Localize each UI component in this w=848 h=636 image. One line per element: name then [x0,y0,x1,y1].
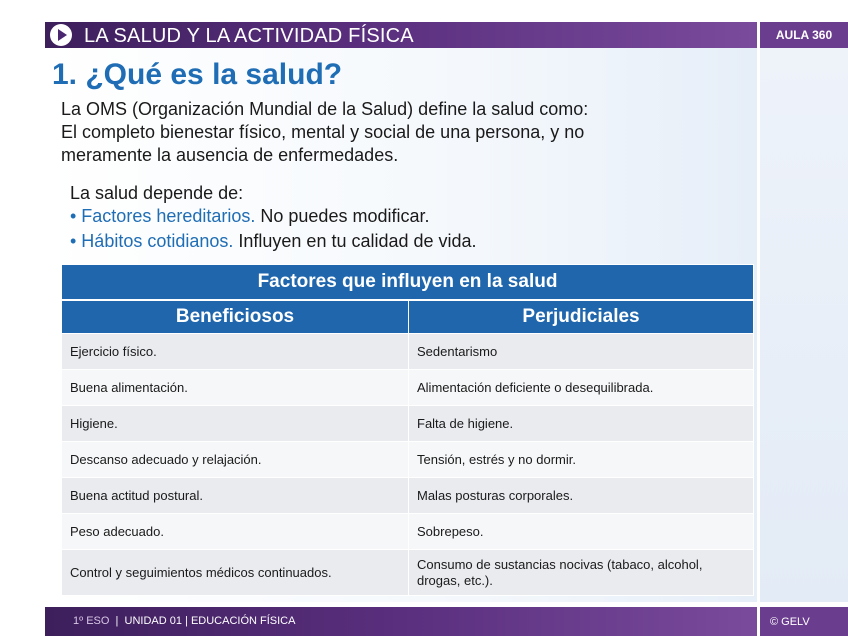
table-cell: Consumo de sustancias nocivas (tabaco, alcohol, drogas, etc.). [409,550,754,596]
table-cell: Alimentación deficiente o desequilibrada. [409,370,754,406]
table-title-row [62,265,754,300]
table-row [62,550,754,596]
footer-unit: UNIDAD 01 | EDUCACIÓN FÍSICA [124,615,296,627]
table-cell: Peso adecuado. [62,514,409,550]
header-title: LA SALUD Y LA ACTIVIDAD FÍSICA [84,25,414,47]
side-strip [760,48,848,602]
intro-line-1: La OMS (Organización Mundial de la Salud) define la salud como: [61,99,589,119]
intro-line-3: meramente la ausencia de enfermedades. [61,145,399,165]
intro-text [61,98,741,167]
table-title: Factores que influyen en la salud [62,265,754,300]
bullet-highlight: • Hábitos cotidianos. [70,231,234,251]
table-cell: Sobrepeso. [409,514,754,550]
play-circle-icon [50,24,72,46]
bullet-highlight: • Factores hereditarios. [70,206,256,226]
footer-course: 1º ESO [73,615,110,627]
header-beneficiosos: Beneficiosos [62,300,409,334]
intro-line-2: El completo bienestar físico, mental y social de una persona, y no [61,122,585,142]
factors-table [61,264,754,596]
table-row [62,334,754,370]
depends-label: La salud depende de: [70,183,244,203]
aula-badge: AULA 360 [760,22,848,48]
table-row [62,442,754,478]
table-row [62,514,754,550]
footer-text [73,615,295,627]
table-header-row [62,300,754,334]
table-row [62,478,754,514]
bullet-hereditary [70,205,429,228]
table-cell: Tensión, estrés y no dormir. [409,442,754,478]
table-cell: Falta de higiene. [409,406,754,442]
table-cell: Ejercicio físico. [62,334,409,370]
table-row [62,406,754,442]
copyright: © GELV [760,607,848,636]
table-cell: Buena actitud postural. [62,478,409,514]
table-cell: Sedentarismo [409,334,754,370]
footer-separator: | [109,615,125,627]
bullet-text: Influyen en tu calidad de vida. [233,231,477,251]
bullet-text: No puedes modificar. [255,206,430,226]
table-cell: Buena alimentación. [62,370,409,406]
page-title: 1. ¿Qué es la salud? [52,58,343,91]
table-cell: Control y seguimientos médicos continuados. [62,550,409,596]
header-perjudiciales: Perjudiciales [409,300,754,334]
bullet-habits [70,230,477,253]
table-cell: Descanso adecuado y relajación. [62,442,409,478]
table-cell: Higiene. [62,406,409,442]
table-row [62,370,754,406]
table-cell: Malas posturas corporales. [409,478,754,514]
